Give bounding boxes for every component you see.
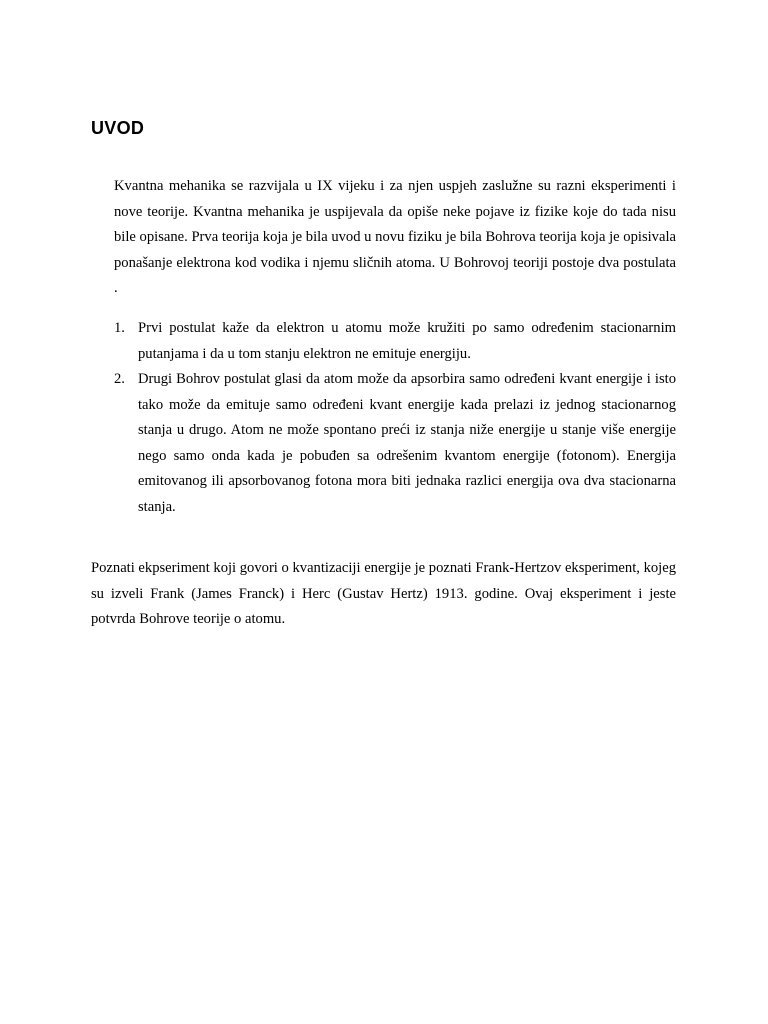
page-title: UVOD (91, 118, 145, 138)
intro-paragraph: Kvantna mehanika se razvijala u IX vijeku i za njen uspjeh zaslužne su razni eksperimenti i nove teorije. Kvantna mehanika je uspijevala da opiše neke pojave iz fizike koje do tada nisu bile opisane. Prva teorija koja je bila uvod u novu fiziku je bila Bohrova teorija koja je opisivala ponašanje elektrona kod vodika i njemu sličnih atoma. U Bohrovoj teoriji postoje dva postulata . (114, 178, 676, 296)
closing-paragraph: Poznati ekpseriment koji govori o kvantizaciji energije je poznati Frank-Hertzov eksperiment, kojeg su izveli Frank (James Franck) i Herc (Gustav Hertz) 1913. godine. Ovaj eksperiment i jeste potvrda Bohrove teorije o atomu. (91, 560, 676, 627)
postulates-list (114, 316, 676, 520)
list-item-number: 2. (114, 371, 125, 387)
list-item (114, 367, 676, 520)
list-item-number: 1. (114, 320, 125, 336)
list-item-text: Prvi postulat kaže da elektron u atomu može kružiti po samo određenim stacionarnim putanjama i da u tom stanju elektron ne emituje energiju. (138, 320, 676, 362)
list-item-text: Drugi Bohrov postulat glasi da atom može da apsorbira samo određeni kvant energije i isto tako može da emituje samo određeni kvant energije kada prelazi iz jednog stacionarnog stanja u drugo. Atom ne može spontano preći iz stanja niže energije u stanje više energije nego samo onda kada je pobuđen sa odrešenim kvantom energije (fotonom). Energija emitovanog ili apsorbovanog fotona mora biti jednaka razlici energija ova dva stacionarna stanja. (138, 371, 676, 515)
list-item (114, 316, 676, 367)
